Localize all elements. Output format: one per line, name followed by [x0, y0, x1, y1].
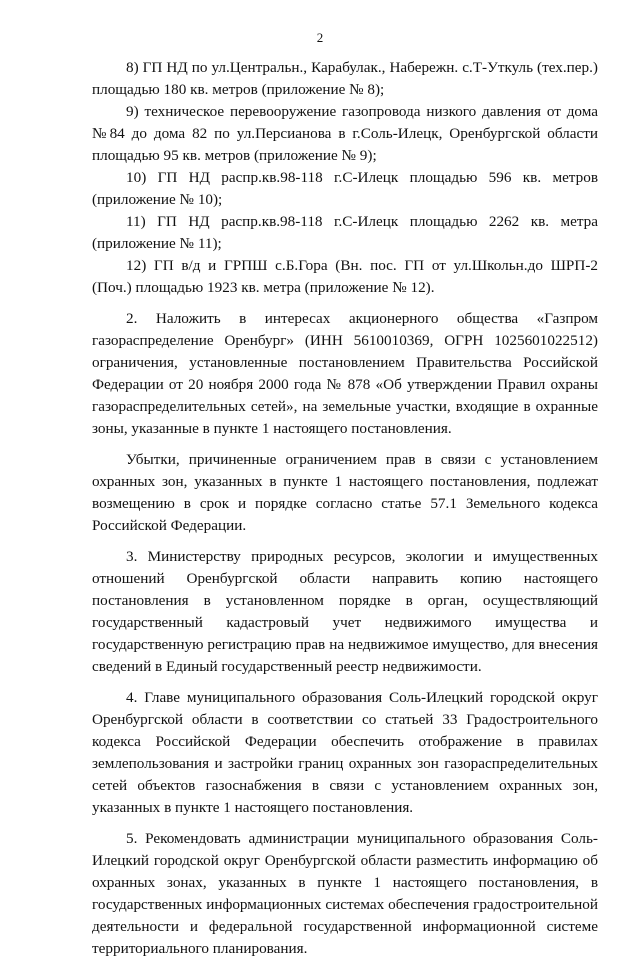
- paragraph-item-11: 11) ГП НД распр.кв.98-118 г.С-Илецк площадью 2262 кв. метра (приложение № 11);: [92, 213, 598, 252]
- paragraph-item-9: 9) техническое перевооружение газопровода низкого давления от дома №84 до дома 82 по ул.Персианова в г.Соль-Илецк, Оренбургской области площадью 95 кв. метров (приложение № 9);: [92, 103, 598, 164]
- paragraph-clause-4: 4. Главе муниципального образования Соль-Илецкий городской округ Оренбургской области в соответствии со статьей 33 Градостроительного кодекса Российской Федерации обеспечить отображение в правилах землепользования и застройки границ охранных зон газораспределительных сетей объектов газоснабжения в связи с установлением охранных зон, указанных в пункте 1 настоящего постановления.: [92, 689, 598, 816]
- paragraph-clause-2: 2. Наложить в интересах акционерного общества «Газпром газораспределение Оренбург» (ИНН 5610010369, ОГРН 1025601022512) ограничения, установленные постановлением Правительства Российской Федерации от 20 ноября 2000 года № 878 «Об утверждении Правил охраны газораспределительных сетей», на земельные участки, входящие в охранные зоны, указанные в пункте 1 настоящего постановления.: [92, 310, 598, 437]
- paragraph-item-10: 10) ГП НД распр.кв.98-118 г.С-Илецк площадью 596 кв. метров (приложение № 10);: [92, 169, 598, 208]
- paragraph-clause-5: 5. Рекомендовать администрации муниципального образования Соль-Илецкий городской округ Оренбургской области разместить информацию об охранных зонах, указанных в пункте 1 настоящего постановления, в государственных информационных системах обеспечения градостроительной деятельности и федеральной государственной информационной системе территориального планирования.: [92, 830, 598, 957]
- paragraph-item-8: 8) ГП НД по ул.Центральн., Карабулак., Набережн. с.Т-Уткуль (тех.пер.) площадью 180 кв. метров (приложение № 8);: [92, 59, 598, 98]
- paragraph-item-12: 12) ГП в/д и ГРПШ с.Б.Гора (Вн. пос. ГП от ул.Школьн.до ШРП-2 (Поч.) площадью 1923 кв. метра (приложение № 12).: [92, 257, 598, 296]
- page-number: 2: [316, 30, 324, 45]
- paragraph-clause-3: 3. Министерству природных ресурсов, экологии и имущественных отношений Оренбургской области направить копию настоящего постановления в установленном порядке в орган, осуществляющий государственный кадастровый учет недвижимого имущества и государственную регистрацию прав на недвижимое имущество, для внесения сведений в Единый государственный реестр недвижимости.: [92, 548, 598, 675]
- paragraph-losses: Убытки, причиненные ограничением прав в связи с установлением охранных зон, указанных в пункте 1 настоящего постановления, подлежат возмещению в срок и порядке согласно статье 57.1 Земельного кодекса Российской Федерации.: [92, 451, 598, 534]
- document-body: [92, 57, 598, 960]
